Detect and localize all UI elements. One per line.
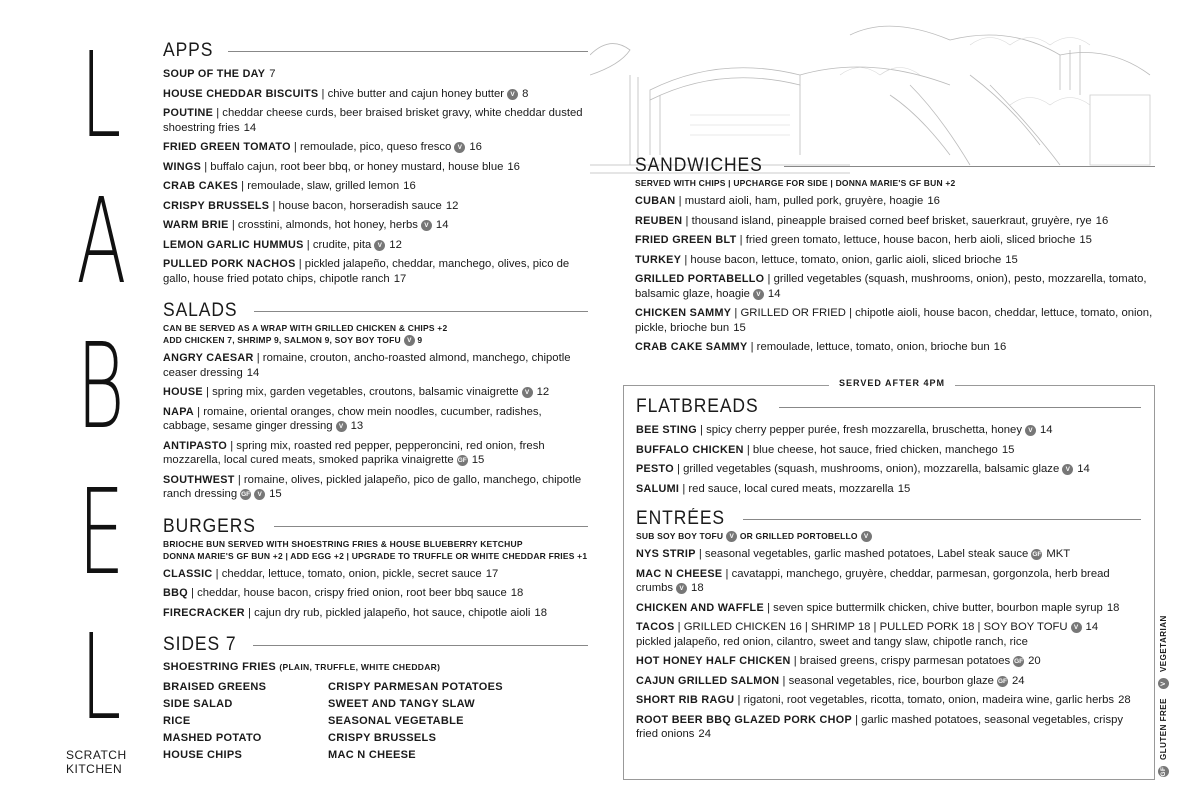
- item-name: CHICKEN AND WAFFLE: [636, 601, 764, 614]
- menu-item: [163, 385, 588, 400]
- item-desc: | GRILLED CHICKEN 16 | SHRIMP 18 | PULLED PORK 18 | SOY BOY TOFU: [677, 621, 1068, 633]
- item-name: BUFFALO CHICKEN: [636, 443, 744, 456]
- menu-item: [163, 238, 588, 253]
- item-desc: | seasonal vegetables, rice, bourbon glaze: [782, 674, 994, 687]
- menu-item: [636, 601, 1141, 616]
- item-name: HOT HONEY HALF CHICKEN: [636, 655, 791, 667]
- section-title: SALADS: [163, 300, 238, 321]
- item-desc: | remoulade, pico, queso fresco: [293, 141, 452, 153]
- item-desc: | spicy cherry pepper purée, fresh mozzarella, bruschetta, honey: [700, 424, 1022, 436]
- item-desc: | buffalo cajun, root beer bbq, or honey mustard, house blue: [204, 160, 504, 173]
- item-desc: | spring mix, garden vegetables, croutons, balsamic vinaigrette: [206, 386, 519, 398]
- item-desc: pickled jalapeño, red onion, cilantro, sweet and tangy slaw, chipotle ranch, rice: [636, 635, 1028, 648]
- gluten-free-icon: GF: [1032, 551, 1042, 558]
- item-desc: | cajun dry rub, pickled jalapeño, hot sauce, chipotle aioli: [248, 606, 531, 619]
- brand-subtitle: [66, 748, 127, 776]
- item-name: WARM BRIE: [163, 219, 229, 231]
- vegetarian-icon: V: [1062, 464, 1073, 475]
- item-name: FIRECRACKER: [163, 606, 245, 619]
- item-desc: | crosstini, almonds, hot honey, herbs: [231, 219, 418, 231]
- legend-v-label: VEGETARIAN: [1159, 615, 1168, 673]
- vegetarian-icon: V: [454, 142, 465, 153]
- vegetarian-icon: V: [404, 335, 415, 346]
- item-name: SALUMI: [636, 482, 680, 495]
- menu-item: [163, 106, 588, 135]
- note-text: ADD CHICKEN 7, SHRIMP 9, SALMON 9, SOY BOY TOFU: [163, 335, 401, 345]
- gluten-free-icon: GF: [1160, 766, 1167, 777]
- item-name: HOUSE: [163, 386, 203, 398]
- menu-item: [636, 713, 1141, 742]
- sides-col-1: [163, 679, 328, 764]
- brand-letter: L: [80, 26, 122, 164]
- item-name: ANGRY CAESAR: [163, 352, 254, 364]
- item-desc: | GRILLED OR FRIED | chipotle aioli, house bacon, cheddar, lettuce, tomato, onion, pickle, brioche bun: [635, 307, 1153, 334]
- item-desc: | romaine, crouton, ancho-roasted almond, manchego, chipotle ceaser dressing: [163, 352, 571, 379]
- vegetarian-icon: V: [336, 421, 347, 432]
- item-desc: | pickled jalapeño, cheddar, manchego, olives, pico de gallo, house fried potato chips, chipotle ranch: [163, 258, 570, 285]
- section-note: [636, 530, 1141, 542]
- note-text: SUB SOY BOY TOFU: [636, 531, 724, 541]
- section-note: BRIOCHE BUN SERVED WITH SHOESTRING FRIES & HOUSE BLUEBERRY KETCHUP: [163, 538, 523, 549]
- entrees-header: [636, 508, 1141, 530]
- menu-item: [636, 443, 1141, 458]
- side-item: SEASONAL VEGETABLE: [328, 715, 464, 727]
- left-column: [163, 40, 588, 764]
- section-divider: [228, 51, 588, 52]
- item-desc: | garlic mashed potatoes, seasonal vegetables, crispy fried onions: [636, 713, 1124, 740]
- item-name: CLASSIC: [163, 567, 213, 580]
- salads-list: [163, 351, 588, 502]
- item-name: NYS STRIP: [636, 548, 696, 560]
- brand-letter: B: [77, 317, 125, 455]
- item-price: 13: [350, 420, 364, 432]
- side-item: RICE: [163, 715, 191, 727]
- item-desc: | rigatoni, root vegetables, ricotta, tomato, onion, madeira wine, garlic herbs: [737, 694, 1115, 706]
- item-desc: | crudite, pita: [306, 238, 372, 251]
- item-name: CHICKEN SAMMY: [635, 307, 732, 319]
- section-divider: [779, 407, 1141, 408]
- section-title: APPS: [163, 40, 214, 61]
- menu-item: [163, 218, 588, 233]
- section-divider: [784, 166, 1155, 167]
- note-text: OR GRILLED PORTOBELLO: [739, 531, 858, 541]
- item-desc: | house bacon, lettuce, tomato, onion, garlic aioli, sliced brioche: [684, 253, 1002, 266]
- item-price: 18: [534, 606, 547, 619]
- item-name: CRISPY BRUSSELS: [163, 199, 270, 212]
- section-divider: [274, 526, 588, 527]
- item-price: 18: [1106, 601, 1120, 614]
- sides-price: 7: [225, 634, 237, 655]
- item-price: 24: [698, 728, 711, 740]
- item-desc: | romaine, olives, pickled jalapeño, pico de gallo, manchego, chipotle ranch dressing: [163, 473, 582, 500]
- sides-title-text: SIDES: [163, 634, 221, 655]
- item-name: SOUP OF THE DAY: [163, 68, 266, 80]
- item-price: 7: [269, 68, 276, 80]
- dietary-legend: [1158, 615, 1172, 780]
- menu-item: [163, 351, 588, 380]
- item-price: 24: [1011, 674, 1025, 687]
- item-name: POUTINE: [163, 107, 214, 119]
- item-price: 15: [897, 482, 911, 495]
- served-after-label: SERVED AFTER 4PM: [829, 378, 955, 388]
- brand-sub-line: SCRATCH: [66, 748, 127, 762]
- side-item: CRISPY BRUSSELS: [328, 732, 437, 744]
- burgers-header: [163, 516, 588, 538]
- item-desc: | blue cheese, hot sauce, fried chicken, manchego: [746, 443, 998, 456]
- after-4pm-box: [623, 378, 1155, 780]
- gluten-free-icon: GF: [1014, 658, 1024, 665]
- brand-sub-line: KITCHEN: [66, 762, 123, 776]
- menu-item: [636, 620, 1141, 649]
- item-price: 15: [1079, 234, 1092, 246]
- item-desc: | seven spice buttermilk chicken, chive butter, bourbon maple syrup: [767, 601, 1103, 614]
- item-price: 16: [403, 180, 416, 192]
- section-note: DONNA MARIE'S GF BUN +2 | ADD EGG +2 | UPGRADE TO TRUFFLE OR WHITE CHEDDAR FRIES +1: [163, 550, 588, 561]
- menu-item: [163, 606, 588, 621]
- item-name: TACOS: [636, 621, 675, 633]
- side-item: SWEET AND TANGY SLAW: [328, 698, 475, 710]
- item-desc: | remoulade, slaw, grilled lemon: [241, 180, 400, 192]
- item-name: CRAB CAKES: [163, 180, 238, 192]
- gluten-free-icon: GF: [457, 457, 467, 464]
- menu-item: [636, 693, 1141, 708]
- menu-item: [635, 272, 1155, 301]
- sides-col-2: [328, 679, 528, 764]
- menu-item: [636, 462, 1141, 477]
- sandwiches-header: [635, 155, 1155, 177]
- menu-item: [635, 233, 1155, 248]
- menu-item: [163, 439, 588, 468]
- item-name: BBQ: [163, 587, 188, 599]
- section-title: SANDWICHES: [635, 155, 763, 176]
- side-item: CRISPY PARMESAN POTATOES: [328, 681, 503, 693]
- item-price: 15: [269, 488, 282, 500]
- item-desc: | grilled vegetables (squash, mushrooms, onion), pesto, mozzarella, tomato, balsamic glaze, hoagie: [635, 273, 1147, 300]
- menu-item: [163, 405, 588, 434]
- menu-item: [635, 340, 1155, 355]
- item-name: FRIED GREEN BLT: [635, 234, 737, 246]
- vegetarian-icon: V: [522, 387, 533, 398]
- menu-item: [163, 567, 588, 582]
- side-name: SHOESTRING FRIES: [163, 661, 276, 673]
- item-desc: | braised greens, crispy parmesan potatoes: [793, 655, 1011, 667]
- menu-item: [635, 194, 1155, 209]
- item-desc: | chive butter and cajun honey butter: [321, 87, 505, 100]
- menu-item: [636, 654, 1141, 669]
- menu-item: [163, 140, 588, 155]
- item-name: PESTO: [636, 463, 674, 475]
- sandwiches-list: [635, 194, 1155, 355]
- vegetarian-icon: V: [254, 489, 265, 500]
- salads-header: [163, 300, 588, 322]
- brand-letter: A: [75, 171, 127, 310]
- entrees-list: [636, 547, 1141, 742]
- gluten-free-icon: GF: [241, 491, 251, 498]
- menu-item: [636, 674, 1141, 689]
- menu-item: [636, 423, 1141, 438]
- item-price: 12: [389, 238, 402, 251]
- menu-item: [635, 214, 1155, 229]
- item-desc: | cheddar, house bacon, crispy fried onion, root beer bbq sauce: [191, 587, 507, 599]
- menu-item: [163, 67, 588, 82]
- brand-letter: L: [80, 608, 122, 746]
- item-price: 14: [1077, 463, 1090, 475]
- after-4pm-content: [636, 392, 1141, 742]
- brand-letter: E: [77, 462, 125, 601]
- item-price: 14: [243, 121, 257, 134]
- section-note: CAN BE SERVED AS A WRAP WITH GRILLED CHICKEN & CHIPS +2: [163, 323, 448, 333]
- section-title: ENTRÉES: [636, 508, 726, 529]
- section-note: [163, 334, 588, 346]
- right-column: [635, 155, 1155, 355]
- item-desc: | cavatappi, manchego, gruyère, cheddar, parmesan, gorgonzola, herb bread crumbs: [636, 567, 1110, 594]
- vegetarian-icon: V: [1158, 678, 1169, 689]
- section-title: BURGERS: [163, 515, 256, 537]
- item-price: 15: [1001, 443, 1015, 456]
- menu-item: [636, 547, 1141, 562]
- item-name: MAC N CHEESE: [636, 567, 723, 580]
- section-title: FLATBREADS: [636, 396, 759, 417]
- item-price: 16: [507, 160, 520, 173]
- menu-item: [163, 473, 588, 502]
- side-item: [163, 659, 588, 676]
- item-desc: | fried green tomato, lettuce, house bacon, herb aioli, sliced brioche: [739, 234, 1076, 246]
- item-name: CAJUN GRILLED SALMON: [636, 674, 780, 687]
- item-price: 14: [767, 287, 781, 300]
- item-name: SOUTHWEST: [163, 473, 235, 486]
- item-name: REUBEN: [635, 214, 683, 227]
- item-price: 15: [733, 321, 746, 334]
- menu-item: [163, 87, 588, 102]
- side-item: HOUSE CHIPS: [163, 749, 243, 761]
- vegetarian-icon: V: [753, 289, 764, 300]
- legend-row: [1158, 615, 1169, 780]
- menu-item: [635, 253, 1155, 268]
- menu-item: [163, 199, 588, 214]
- item-price: 16: [993, 341, 1007, 353]
- item-name: GRILLED PORTABELLO: [635, 273, 765, 285]
- item-price: 17: [485, 567, 499, 580]
- side-item: SIDE SALAD: [163, 698, 233, 710]
- sides-grid: [163, 679, 588, 764]
- vegetarian-icon: V: [726, 531, 737, 542]
- item-name: TURKEY: [635, 253, 682, 266]
- menu-item: [163, 586, 588, 601]
- section-divider: [743, 519, 1141, 520]
- item-desc: | cheddar, lettuce, tomato, onion, pickle, secret sauce: [215, 567, 482, 580]
- item-desc: | remoulade, lettuce, tomato, onion, brioche bun: [750, 341, 990, 353]
- vegetarian-icon: V: [1071, 622, 1082, 633]
- sides-header: [163, 634, 588, 656]
- item-price: 16: [1095, 214, 1109, 227]
- item-price: 16: [469, 141, 482, 153]
- item-price: 8: [522, 87, 529, 100]
- item-price: 15: [1005, 253, 1018, 266]
- item-name: NAPA: [163, 405, 194, 418]
- side-item: MASHED POTATO: [163, 732, 262, 744]
- item-name: BEE STING: [636, 424, 697, 436]
- item-name: SHORT RIB RAGU: [636, 694, 735, 706]
- note-price: 9: [417, 335, 423, 345]
- vegetarian-icon: V: [861, 531, 872, 542]
- item-price: 18: [691, 582, 704, 594]
- section-divider: [254, 311, 588, 312]
- burgers-list: [163, 567, 588, 621]
- side-item: BRAISED GREENS: [163, 681, 267, 693]
- item-price: 15: [471, 454, 485, 466]
- item-price: 14: [1039, 424, 1053, 436]
- item-desc: | house bacon, horseradish sauce: [272, 199, 442, 212]
- flatbreads-list: [636, 423, 1141, 496]
- item-desc: | thousand island, pineapple braised corned beef brisket, sauerkraut, gruyère, rye: [685, 214, 1092, 227]
- item-price: 14: [435, 219, 449, 231]
- section-note: SERVED WITH CHIPS | UPCHARGE FOR SIDE | DONNA MARIE'S GF BUN +2: [635, 178, 956, 188]
- item-desc: | red sauce, local cured meats, mozzarella: [682, 482, 894, 495]
- menu-item: [163, 179, 588, 194]
- item-price: 20: [1028, 655, 1041, 667]
- item-price: 28: [1118, 694, 1131, 706]
- vegetarian-icon: V: [421, 220, 432, 231]
- item-price: 14: [1085, 621, 1099, 633]
- item-desc: | seasonal vegetables, garlic mashed potatoes, Label steak sauce: [698, 548, 1029, 560]
- menu-item: [163, 257, 588, 286]
- item-name: ANTIPASTO: [163, 439, 228, 452]
- menu-item: [636, 482, 1141, 497]
- brand-logo: [56, 26, 146, 776]
- item-name: WINGS: [163, 160, 202, 173]
- item-name: LEMON GARLIC HUMMUS: [163, 238, 304, 251]
- apps-list: [163, 67, 588, 286]
- item-desc: | romaine, oriental oranges, chow mein noodles, cucumber, radishes, cabbage, sesame ginger dressing: [163, 405, 542, 432]
- side-item: MAC N CHEESE: [328, 749, 416, 761]
- section-title: [163, 634, 236, 656]
- apps-header: [163, 40, 588, 62]
- item-desc: | grilled vegetables (squash, mushrooms, onion), mozzarella, balsamic glaze: [677, 463, 1060, 475]
- section-divider: [253, 645, 588, 646]
- gluten-free-icon: GF: [997, 677, 1007, 685]
- menu-item: [636, 567, 1141, 596]
- item-desc: | cheddar cheese curds, beer braised brisket gravy, white cheddar dusted shoestring fries: [163, 107, 583, 134]
- flatbreads-header: [636, 396, 1141, 418]
- item-price: 17: [393, 272, 407, 285]
- vegetarian-icon: V: [374, 240, 385, 251]
- item-name: PULLED PORK NACHOS: [163, 258, 296, 270]
- item-price: MKT: [1046, 548, 1071, 560]
- side-note: (PLAIN, TRUFFLE, WHITE CHEDDAR): [279, 662, 441, 672]
- vegetarian-icon: V: [676, 583, 687, 594]
- legend-gf-label: GLUTEN FREE: [1159, 698, 1168, 760]
- item-price: 18: [510, 587, 524, 599]
- item-price: 12: [445, 199, 459, 212]
- vegetarian-icon: V: [1025, 425, 1036, 436]
- item-desc: | spring mix, roasted red pepper, pepperoncini, red onion, fresh mozzarella, local cured meats, smoked paprika vinaigrette: [163, 439, 545, 466]
- item-price: 14: [246, 366, 260, 379]
- brand-wordmark: [56, 26, 146, 746]
- item-desc: | mustard aioli, ham, pulled pork, gruyère, hoagie: [678, 195, 924, 207]
- item-name: HOUSE CHEDDAR BISCUITS: [163, 87, 319, 100]
- item-price: 12: [536, 386, 550, 398]
- menu-item: [163, 160, 588, 175]
- item-name: CRAB CAKE SAMMY: [635, 341, 748, 353]
- menu-item: [635, 306, 1155, 335]
- item-price: 16: [927, 195, 940, 207]
- item-name: FRIED GREEN TOMATO: [163, 141, 291, 153]
- item-name: CUBAN: [635, 195, 676, 207]
- item-name: ROOT BEER BBQ GLAZED PORK CHOP: [636, 713, 852, 726]
- vegetarian-icon: V: [507, 89, 518, 100]
